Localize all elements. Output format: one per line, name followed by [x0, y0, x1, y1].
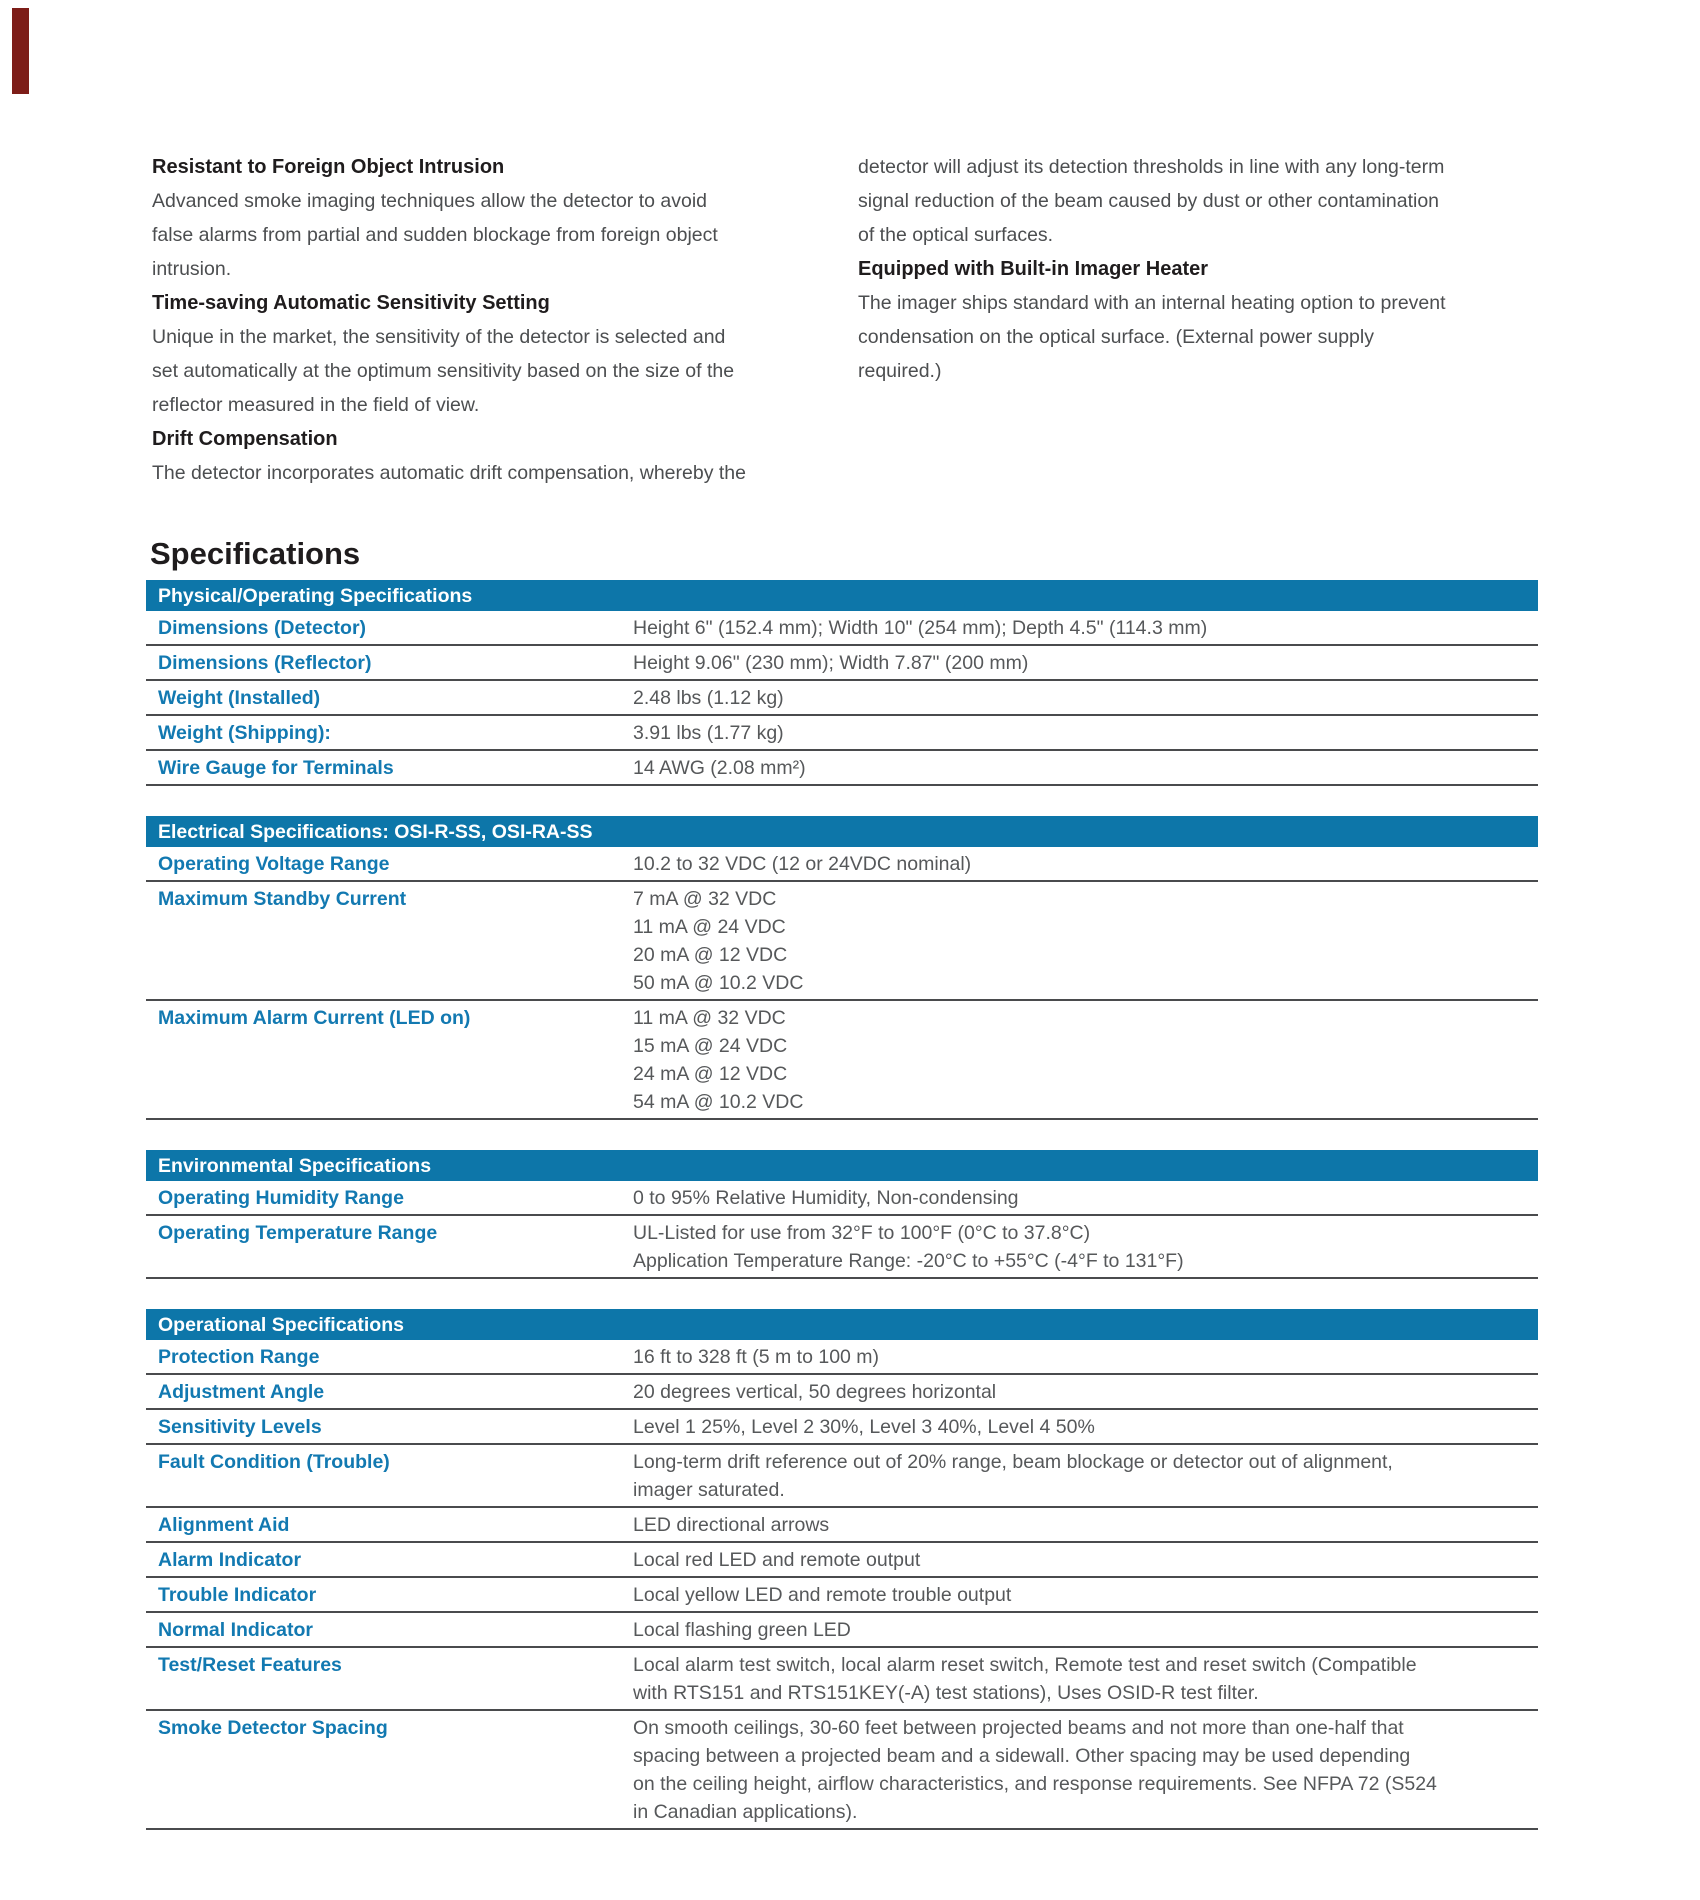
- spec-value-line: 11 mA @ 24 VDC: [633, 916, 786, 938]
- intro-text-line: of the optical surfaces.: [858, 224, 1054, 246]
- intro-text-line: detector will adjust its detection thresholds in line with any long-term: [858, 156, 1445, 178]
- spec-row-value: [633, 1581, 1538, 1609]
- spec-row: [146, 1508, 1538, 1543]
- spec-row: [146, 681, 1538, 716]
- spec-row-value: [633, 1219, 1538, 1275]
- spec-row: [146, 751, 1538, 786]
- spec-row-label: Operating Temperature Range: [158, 1222, 438, 1244]
- intro-text-line: Advanced smoke imaging techniques allow the detector to avoid: [152, 190, 707, 212]
- spec-value-line: 16 ft to 328 ft (5 m to 100 m): [633, 1346, 880, 1368]
- spec-row-label: Dimensions (Detector): [158, 617, 367, 639]
- spec-row-label: Weight (Shipping):: [158, 722, 331, 744]
- spec-row: [146, 1410, 1538, 1445]
- spec-row-label: Protection Range: [158, 1346, 320, 1368]
- spec-value-line: Long-term drift reference out of 20% range, beam blockage or detector out of alignment,: [633, 1451, 1393, 1473]
- spec-row-value: [633, 1343, 1538, 1371]
- spec-value-line: Height 6" (152.4 mm); Width 10" (254 mm); Depth 4.5" (114.3 mm): [633, 617, 1208, 639]
- spec-value-line: imager saturated.: [633, 1479, 785, 1501]
- spec-value-line: 3.91 lbs (1.77 kg): [633, 722, 784, 744]
- intro-section-heading: Equipped with Built-in Imager Heater: [858, 258, 1209, 280]
- spec-row: [146, 1648, 1538, 1711]
- intro-text-line: reflector measured in the field of view.: [152, 394, 480, 416]
- spec-value-line: 54 mA @ 10.2 VDC: [633, 1091, 804, 1113]
- spec-value-line: 20 mA @ 12 VDC: [633, 944, 788, 966]
- spec-row: [146, 1340, 1538, 1375]
- specification-tables: [146, 580, 1538, 1860]
- spec-row: [146, 1711, 1538, 1830]
- spec-row-value: [633, 1413, 1538, 1441]
- spec-row-label: Alignment Aid: [158, 1514, 290, 1536]
- spec-row-label: Fault Condition (Trouble): [158, 1451, 390, 1473]
- spec-row-value: [633, 1184, 1538, 1212]
- spec-value-line: Application Temperature Range: -20°C to +55°C (-4°F to 131°F): [633, 1250, 1184, 1272]
- spec-row: [146, 716, 1538, 751]
- spec-value-line: Level 1 25%, Level 2 30%, Level 3 40%, Level 4 50%: [633, 1416, 1095, 1438]
- spec-row-value: [633, 1546, 1538, 1574]
- spec-value-line: 50 mA @ 10.2 VDC: [633, 972, 804, 994]
- spec-row-label: Alarm Indicator: [158, 1549, 302, 1571]
- spec-value-line: 7 mA @ 32 VDC: [633, 888, 777, 910]
- spec-row-value: [633, 1448, 1538, 1504]
- spec-table: [146, 580, 1538, 786]
- intro-text-line: Unique in the market, the sensitivity of the detector is selected and: [152, 326, 726, 348]
- spec-value-line: LED directional arrows: [633, 1514, 830, 1536]
- spec-row-value: [633, 614, 1538, 642]
- intro-text-line: The detector incorporates automatic drift compensation, whereby the: [152, 462, 746, 484]
- spec-value-line: 2.48 lbs (1.12 kg): [633, 687, 784, 709]
- spec-row-label: Adjustment Angle: [158, 1381, 325, 1403]
- spec-value-line: Local alarm test switch, local alarm reset switch, Remote test and reset switch (Compatible: [633, 1654, 1417, 1676]
- spec-table-header: Electrical Specifications: OSI-R-SS, OSI-RA-SS: [146, 816, 1538, 847]
- spec-row-value: [633, 1511, 1538, 1539]
- spec-row: [146, 611, 1538, 646]
- spec-row-value: [633, 1004, 1538, 1116]
- spec-row-label: Dimensions (Reflector): [158, 652, 372, 674]
- spec-row-label: Weight (Installed): [158, 687, 321, 709]
- spec-row: [146, 1001, 1538, 1120]
- spec-value-line: Local red LED and remote output: [633, 1549, 921, 1571]
- spec-row-value: [633, 850, 1538, 878]
- spec-value-line: Height 9.06" (230 mm); Width 7.87" (200 mm): [633, 652, 1029, 674]
- spec-row-label: Normal Indicator: [158, 1619, 313, 1641]
- spec-row-label: Trouble Indicator: [158, 1584, 317, 1606]
- spec-row: [146, 1445, 1538, 1508]
- spec-row-label: Maximum Standby Current: [158, 888, 407, 910]
- spec-row: [146, 882, 1538, 1001]
- spec-table: [146, 1150, 1538, 1279]
- intro-section-heading: Resistant to Foreign Object Intrusion: [152, 156, 505, 178]
- spec-row-label: Wire Gauge for Terminals: [158, 757, 394, 779]
- intro-section-heading: Time-saving Automatic Sensitivity Setting: [152, 292, 550, 314]
- intro-text-line: set automatically at the optimum sensitivity based on the size of the: [152, 360, 735, 382]
- spec-row: [146, 646, 1538, 681]
- intro-left-column: [152, 150, 777, 490]
- spec-row-value: [633, 1651, 1538, 1707]
- intro-text-line: required.): [858, 360, 942, 382]
- spec-row-value: [633, 649, 1538, 677]
- spec-row-value: [633, 885, 1538, 997]
- spec-row-value: [633, 1378, 1538, 1406]
- spec-value-line: Local yellow LED and remote trouble output: [633, 1584, 1012, 1606]
- spec-value-line: with RTS151 and RTS151KEY(-A) test stations), Uses OSID-R test filter.: [633, 1682, 1259, 1704]
- spec-value-line: on the ceiling height, airflow characteristics, and response requirements. See NFPA 72 (S524: [633, 1773, 1437, 1795]
- spec-row-label: Test/Reset Features: [158, 1654, 342, 1676]
- spec-row-label: Operating Voltage Range: [158, 853, 390, 875]
- intro-text-line: signal reduction of the beam caused by dust or other contamination: [858, 190, 1440, 212]
- intro-section-heading: Drift Compensation: [152, 428, 338, 450]
- intro-text-line: condensation on the optical surface. (External power supply: [858, 326, 1374, 348]
- spec-row: [146, 1375, 1538, 1410]
- spec-row-label: Maximum Alarm Current (LED on): [158, 1007, 471, 1029]
- spec-value-line: 11 mA @ 32 VDC: [633, 1007, 786, 1029]
- spec-row-label: Operating Humidity Range: [158, 1187, 404, 1209]
- spec-row: [146, 1578, 1538, 1613]
- spec-row-value: [633, 1714, 1538, 1826]
- intro-text-line: intrusion.: [152, 258, 232, 280]
- spec-value-line: UL-Listed for use from 32°F to 100°F (0°C to 37.8°C): [633, 1222, 1091, 1244]
- spec-row-label: Smoke Detector Spacing: [158, 1717, 388, 1739]
- spec-row: [146, 1216, 1538, 1279]
- spec-row: [146, 1613, 1538, 1648]
- spec-table-header: Environmental Specifications: [146, 1150, 1538, 1181]
- spec-value-line: Local flashing green LED: [633, 1619, 851, 1641]
- spec-table: [146, 816, 1538, 1120]
- spec-row: [146, 1181, 1538, 1216]
- spec-row: [146, 1543, 1538, 1578]
- spec-value-line: 20 degrees vertical, 50 degrees horizontal: [633, 1381, 997, 1403]
- spec-row-value: [633, 1616, 1538, 1644]
- intro-text-line: false alarms from partial and sudden blockage from foreign object: [152, 224, 718, 246]
- spec-value-line: 24 mA @ 12 VDC: [633, 1063, 788, 1085]
- intro-right-column: [858, 150, 1483, 388]
- spec-row-value: [633, 754, 1538, 782]
- specifications-title: Specifications: [150, 536, 361, 571]
- spec-value-line: 0 to 95% Relative Humidity, Non-condensing: [633, 1187, 1019, 1209]
- spec-table-header: Operational Specifications: [146, 1309, 1538, 1340]
- spec-table-header: Physical/Operating Specifications: [146, 580, 1538, 611]
- spec-table: [146, 1309, 1538, 1830]
- spec-value-line: 15 mA @ 24 VDC: [633, 1035, 788, 1057]
- intro-text-line: The imager ships standard with an internal heating option to prevent: [858, 292, 1446, 314]
- spec-row-label: Sensitivity Levels: [158, 1416, 322, 1438]
- spec-value-line: 10.2 to 32 VDC (12 or 24VDC nominal): [633, 853, 972, 875]
- spec-row: [146, 847, 1538, 882]
- spec-row-value: [633, 719, 1538, 747]
- spec-value-line: 14 AWG (2.08 mm²): [633, 757, 806, 779]
- spec-value-line: in Canadian applications).: [633, 1801, 858, 1823]
- spec-row-value: [633, 684, 1538, 712]
- page-edge-red-mark: [12, 8, 29, 94]
- spec-value-line: spacing between a projected beam and a sidewall. Other spacing may be used depending: [633, 1745, 1411, 1767]
- spec-value-line: On smooth ceilings, 30-60 feet between projected beams and not more than one-half that: [633, 1717, 1404, 1739]
